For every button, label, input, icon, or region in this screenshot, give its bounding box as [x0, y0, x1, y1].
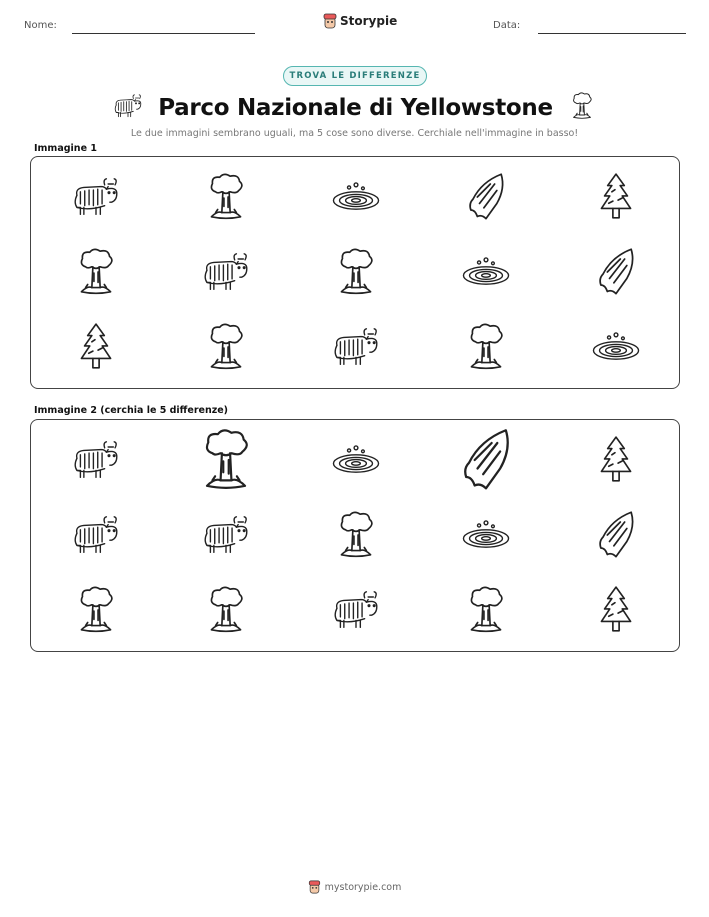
yak-icon — [200, 509, 252, 561]
grid-cell[interactable] — [321, 425, 391, 495]
hot-spring-icon — [330, 171, 382, 223]
grid-cell[interactable] — [581, 500, 651, 570]
grid-cell[interactable] — [191, 425, 261, 495]
geyser-icon — [200, 171, 252, 223]
arrowhead-icon — [460, 171, 512, 223]
yak-icon — [70, 509, 122, 561]
geyser-icon — [460, 584, 512, 636]
grid-cell — [451, 162, 521, 232]
grid-cell — [451, 237, 521, 307]
grid-cell[interactable] — [191, 575, 261, 645]
geyser-icon — [330, 246, 382, 298]
section2-label: Immagine 2 (cerchia le 5 differenze) — [34, 405, 229, 416]
hot-spring-icon — [330, 434, 382, 486]
grid-cell[interactable] — [61, 425, 131, 495]
geyser-icon — [70, 584, 122, 636]
grid-cell — [61, 162, 131, 232]
grid-cell — [191, 312, 261, 382]
grid-cell[interactable] — [451, 425, 521, 495]
grid-cell — [581, 312, 651, 382]
storypie-mascot-icon — [308, 880, 321, 894]
yak-icon — [330, 584, 382, 636]
grid-cell[interactable] — [581, 425, 651, 495]
image1-panel — [30, 156, 680, 389]
grid-cell — [581, 162, 651, 232]
yak-icon — [200, 246, 252, 298]
yak-icon — [330, 321, 382, 373]
hot-spring-icon — [590, 321, 642, 373]
grid-cell — [321, 237, 391, 307]
arrowhead-icon — [590, 509, 642, 561]
brand-name: Storypie — [340, 14, 398, 28]
grid-cell — [321, 312, 391, 382]
grid-cell[interactable] — [321, 500, 391, 570]
grid-cell[interactable] — [451, 500, 521, 570]
geyser-icon — [567, 91, 597, 125]
section1-label: Immagine 1 — [34, 143, 97, 154]
grid-cell — [191, 162, 261, 232]
yak-icon — [70, 434, 122, 486]
hot-spring-icon — [460, 509, 512, 561]
name-label: Nome: — [24, 20, 57, 31]
name-field[interactable] — [72, 33, 255, 34]
activity-badge: TROVA LE DIFFERENZE — [283, 66, 427, 86]
yak-icon — [112, 90, 144, 126]
grid-cell — [191, 237, 261, 307]
date-label: Data: — [493, 20, 521, 31]
brand-logo — [323, 13, 397, 29]
pine-tree-icon — [590, 434, 642, 486]
geyser-icon — [330, 509, 382, 561]
title-row — [0, 90, 709, 126]
footer — [0, 880, 709, 894]
grid-cell — [61, 312, 131, 382]
grid-cell — [581, 237, 651, 307]
geyser-icon — [460, 321, 512, 373]
yak-icon — [70, 171, 122, 223]
arrowhead-icon — [452, 426, 520, 494]
pine-tree-icon — [590, 171, 642, 223]
grid-cell[interactable] — [581, 575, 651, 645]
geyser-icon — [200, 321, 252, 373]
geyser-icon — [192, 426, 260, 494]
grid-cell[interactable] — [321, 575, 391, 645]
grid-cell[interactable] — [61, 575, 131, 645]
storypie-mascot-icon — [323, 13, 337, 29]
grid-cell — [451, 312, 521, 382]
hot-spring-icon — [460, 246, 512, 298]
grid-cell[interactable] — [451, 575, 521, 645]
grid-cell[interactable] — [191, 500, 261, 570]
grid-cell — [61, 237, 131, 307]
arrowhead-icon — [590, 246, 642, 298]
geyser-icon — [200, 584, 252, 636]
footer-url: mystorypie.com — [324, 881, 402, 893]
date-field[interactable] — [538, 33, 686, 34]
instructions: Le due immagini sembrano uguali, ma 5 cose sono diverse. Cerchiale nell'immagine in basso! — [130, 128, 579, 139]
geyser-icon — [70, 246, 122, 298]
grid-cell[interactable] — [61, 500, 131, 570]
page-title: Parco Nazionale di Yellowstone — [158, 95, 553, 121]
grid-cell — [321, 162, 391, 232]
image2-panel[interactable] — [30, 419, 680, 652]
pine-tree-icon — [70, 321, 122, 373]
pine-tree-icon — [590, 584, 642, 636]
